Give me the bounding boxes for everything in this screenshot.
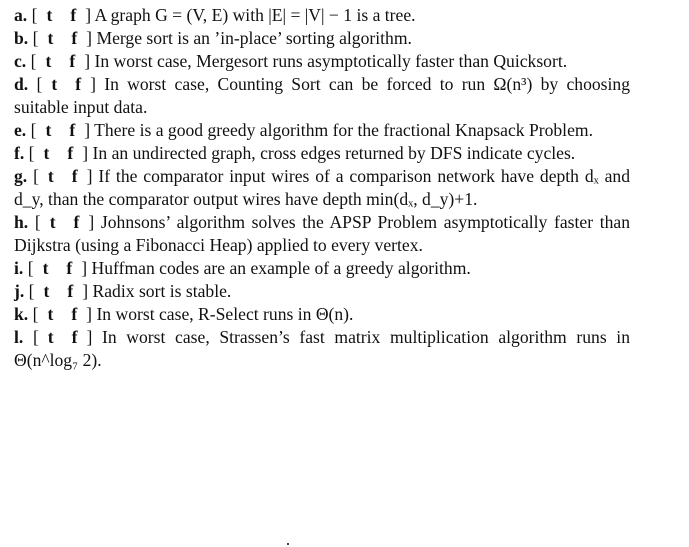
question-a <box>14 4 630 27</box>
true-option[interactable]: t <box>43 281 50 301</box>
question-d <box>14 73 630 119</box>
true-option[interactable]: t <box>46 5 53 25</box>
question-g <box>14 165 630 211</box>
question-label: c. <box>14 51 27 71</box>
false-option[interactable]: f <box>67 143 74 163</box>
question-i <box>14 257 630 280</box>
answer-box[interactable]: [ t f ] <box>31 5 92 25</box>
false-option[interactable]: f <box>73 212 80 232</box>
question-label: j. <box>14 281 25 301</box>
question-text: A graph G = (V, E) with |E| = |V| − 1 is a tree. <box>94 5 416 25</box>
answer-box[interactable]: [ t f ] <box>33 166 93 186</box>
true-false-question-list <box>14 4 630 372</box>
question-label: l. <box>14 327 24 347</box>
false-option[interactable]: f <box>70 5 77 25</box>
false-option[interactable]: f <box>75 74 82 94</box>
question-b <box>14 27 630 50</box>
true-option[interactable]: t <box>47 166 54 186</box>
false-option[interactable]: f <box>66 258 73 278</box>
question-label: a. <box>14 5 28 25</box>
question-label: f. <box>14 143 25 163</box>
true-option[interactable]: t <box>47 28 54 48</box>
false-option[interactable]: f <box>71 166 78 186</box>
true-option[interactable]: t <box>47 327 54 347</box>
question-text: In worst case, Strassen’s fast matrix multiplication algorithm runs in Θ(n^log₇ 2). <box>14 327 630 370</box>
question-c <box>14 50 630 73</box>
false-option[interactable]: f <box>69 120 76 140</box>
question-label: k. <box>14 304 29 324</box>
answer-box[interactable]: [ t f ] <box>30 51 91 71</box>
question-text: There is a good greedy algorithm for the fractional Knapsack Problem. <box>94 120 593 140</box>
answer-box[interactable]: [ t f ] <box>32 28 93 48</box>
answer-box[interactable]: [ t f ] <box>28 143 89 163</box>
question-h <box>14 211 630 257</box>
true-option[interactable]: t <box>42 258 49 278</box>
question-label: i. <box>14 258 24 278</box>
answer-box[interactable]: [ t f ] <box>32 327 93 347</box>
false-option[interactable]: f <box>69 51 76 71</box>
false-option[interactable]: f <box>67 281 74 301</box>
answer-box[interactable]: [ t f ] <box>36 74 96 94</box>
answer-box[interactable]: [ t f ] <box>27 258 88 278</box>
question-k <box>14 303 630 326</box>
true-option[interactable]: t <box>43 143 50 163</box>
question-text: In an undirected graph, cross edges returned by DFS indicate cycles. <box>92 143 576 163</box>
question-text: Radix sort is stable. <box>92 281 232 301</box>
answer-box[interactable]: [ t f ] <box>30 120 91 140</box>
question-text: Huffman codes are an example of a greedy algorithm. <box>91 258 471 278</box>
question-text: If the comparator input wires of a comparison network have depth dₓ and d_y, than the comparator output wires have depth min(dₓ, d_y)+1. <box>14 166 630 209</box>
true-option[interactable]: t <box>45 51 52 71</box>
false-option[interactable]: f <box>71 304 78 324</box>
question-label: b. <box>14 28 29 48</box>
question-l <box>14 326 630 372</box>
answer-box[interactable]: [ t f ] <box>28 281 89 301</box>
question-j <box>14 280 630 303</box>
answer-box[interactable]: [ t f ] <box>34 212 95 232</box>
question-e <box>14 119 630 142</box>
question-text: Merge sort is an ’in-place’ sorting algorithm. <box>96 28 412 48</box>
question-text: In worst case, Mergesort runs asymptotically faster than Quicksort. <box>94 51 568 71</box>
true-option[interactable]: t <box>47 304 54 324</box>
true-option[interactable]: t <box>51 74 58 94</box>
stray-mark <box>287 543 289 545</box>
question-label: g. <box>14 166 28 186</box>
question-text: Johnsons’ algorithm solves the APSP Problem asymptotically faster than Dijkstra (using a Fibonacci Heap) applied to every vertex. <box>14 212 630 255</box>
true-option[interactable]: t <box>45 120 52 140</box>
question-label: e. <box>14 120 27 140</box>
question-label: h. <box>14 212 29 232</box>
false-option[interactable]: f <box>71 327 78 347</box>
question-f <box>14 142 630 165</box>
true-option[interactable]: t <box>49 212 56 232</box>
question-text: In worst case, Counting Sort can be forced to run Ω(n³) by choosing suitable input data. <box>14 74 630 117</box>
question-text: In worst case, R-Select runs in Θ(n). <box>96 304 354 324</box>
answer-box[interactable]: [ t f ] <box>32 304 93 324</box>
question-label: d. <box>14 74 29 94</box>
false-option[interactable]: f <box>71 28 78 48</box>
